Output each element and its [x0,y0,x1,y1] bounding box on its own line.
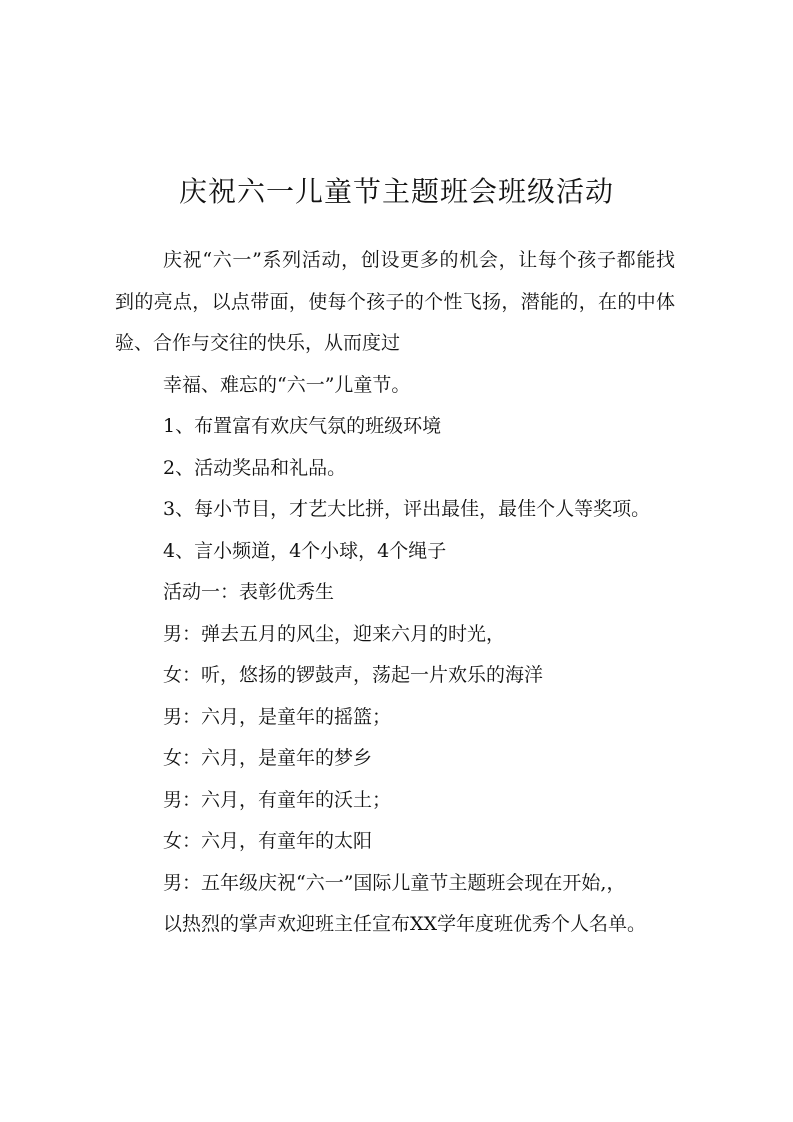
list-item: 2、活动奖品和礼品。 [163,456,347,479]
dialogue-line: 男：六月，有童年的沃土； [163,788,392,811]
document-body [115,240,675,946]
document-title: 庆祝六一儿童节主题班会班级活动 [178,175,614,208]
paragraph: 以热烈的掌声欢迎班主任宣布XX学年度班优秀个人名单。 [163,913,647,935]
list-item: 3、每小节目，才艺大比拼，评出最佳，最佳个人等奖项。 [163,498,651,520]
dialogue-line: 女：六月，是童年的梦乡 [163,747,373,769]
dialogue-line: 女：六月，有童年的太阳 [163,830,373,852]
dialogue-line: 男：五年级庆祝“六一”国际儿童节主题班会现在开始,， [163,871,626,894]
dialogue-line: 女：听，悠扬的锣鼓声，荡起一片欢乐的海洋 [163,664,544,686]
section-heading: 活动一：表彰优秀生 [163,581,335,603]
list-item: 4、言小频道，4个小球，4个绳子 [163,539,447,562]
paragraph: 庆祝“六一”系列活动，创设更多的机会，让每个孩子都能找到的亮点，以点带面，使每个孩子的个性飞扬，潜能的，在的中体验、合作与交往的快乐，从而度过 [115,249,675,354]
list-item: 1、布置富有欢庆气氛的班级环境 [163,415,442,437]
dialogue-line: 男：六月，是童年的摇篮； [163,705,392,728]
paragraph: 幸福、难忘的“六一”儿童节。 [163,373,411,396]
dialogue-line: 男：弹去五月的风尘，迎来六月的时光， [163,622,506,645]
